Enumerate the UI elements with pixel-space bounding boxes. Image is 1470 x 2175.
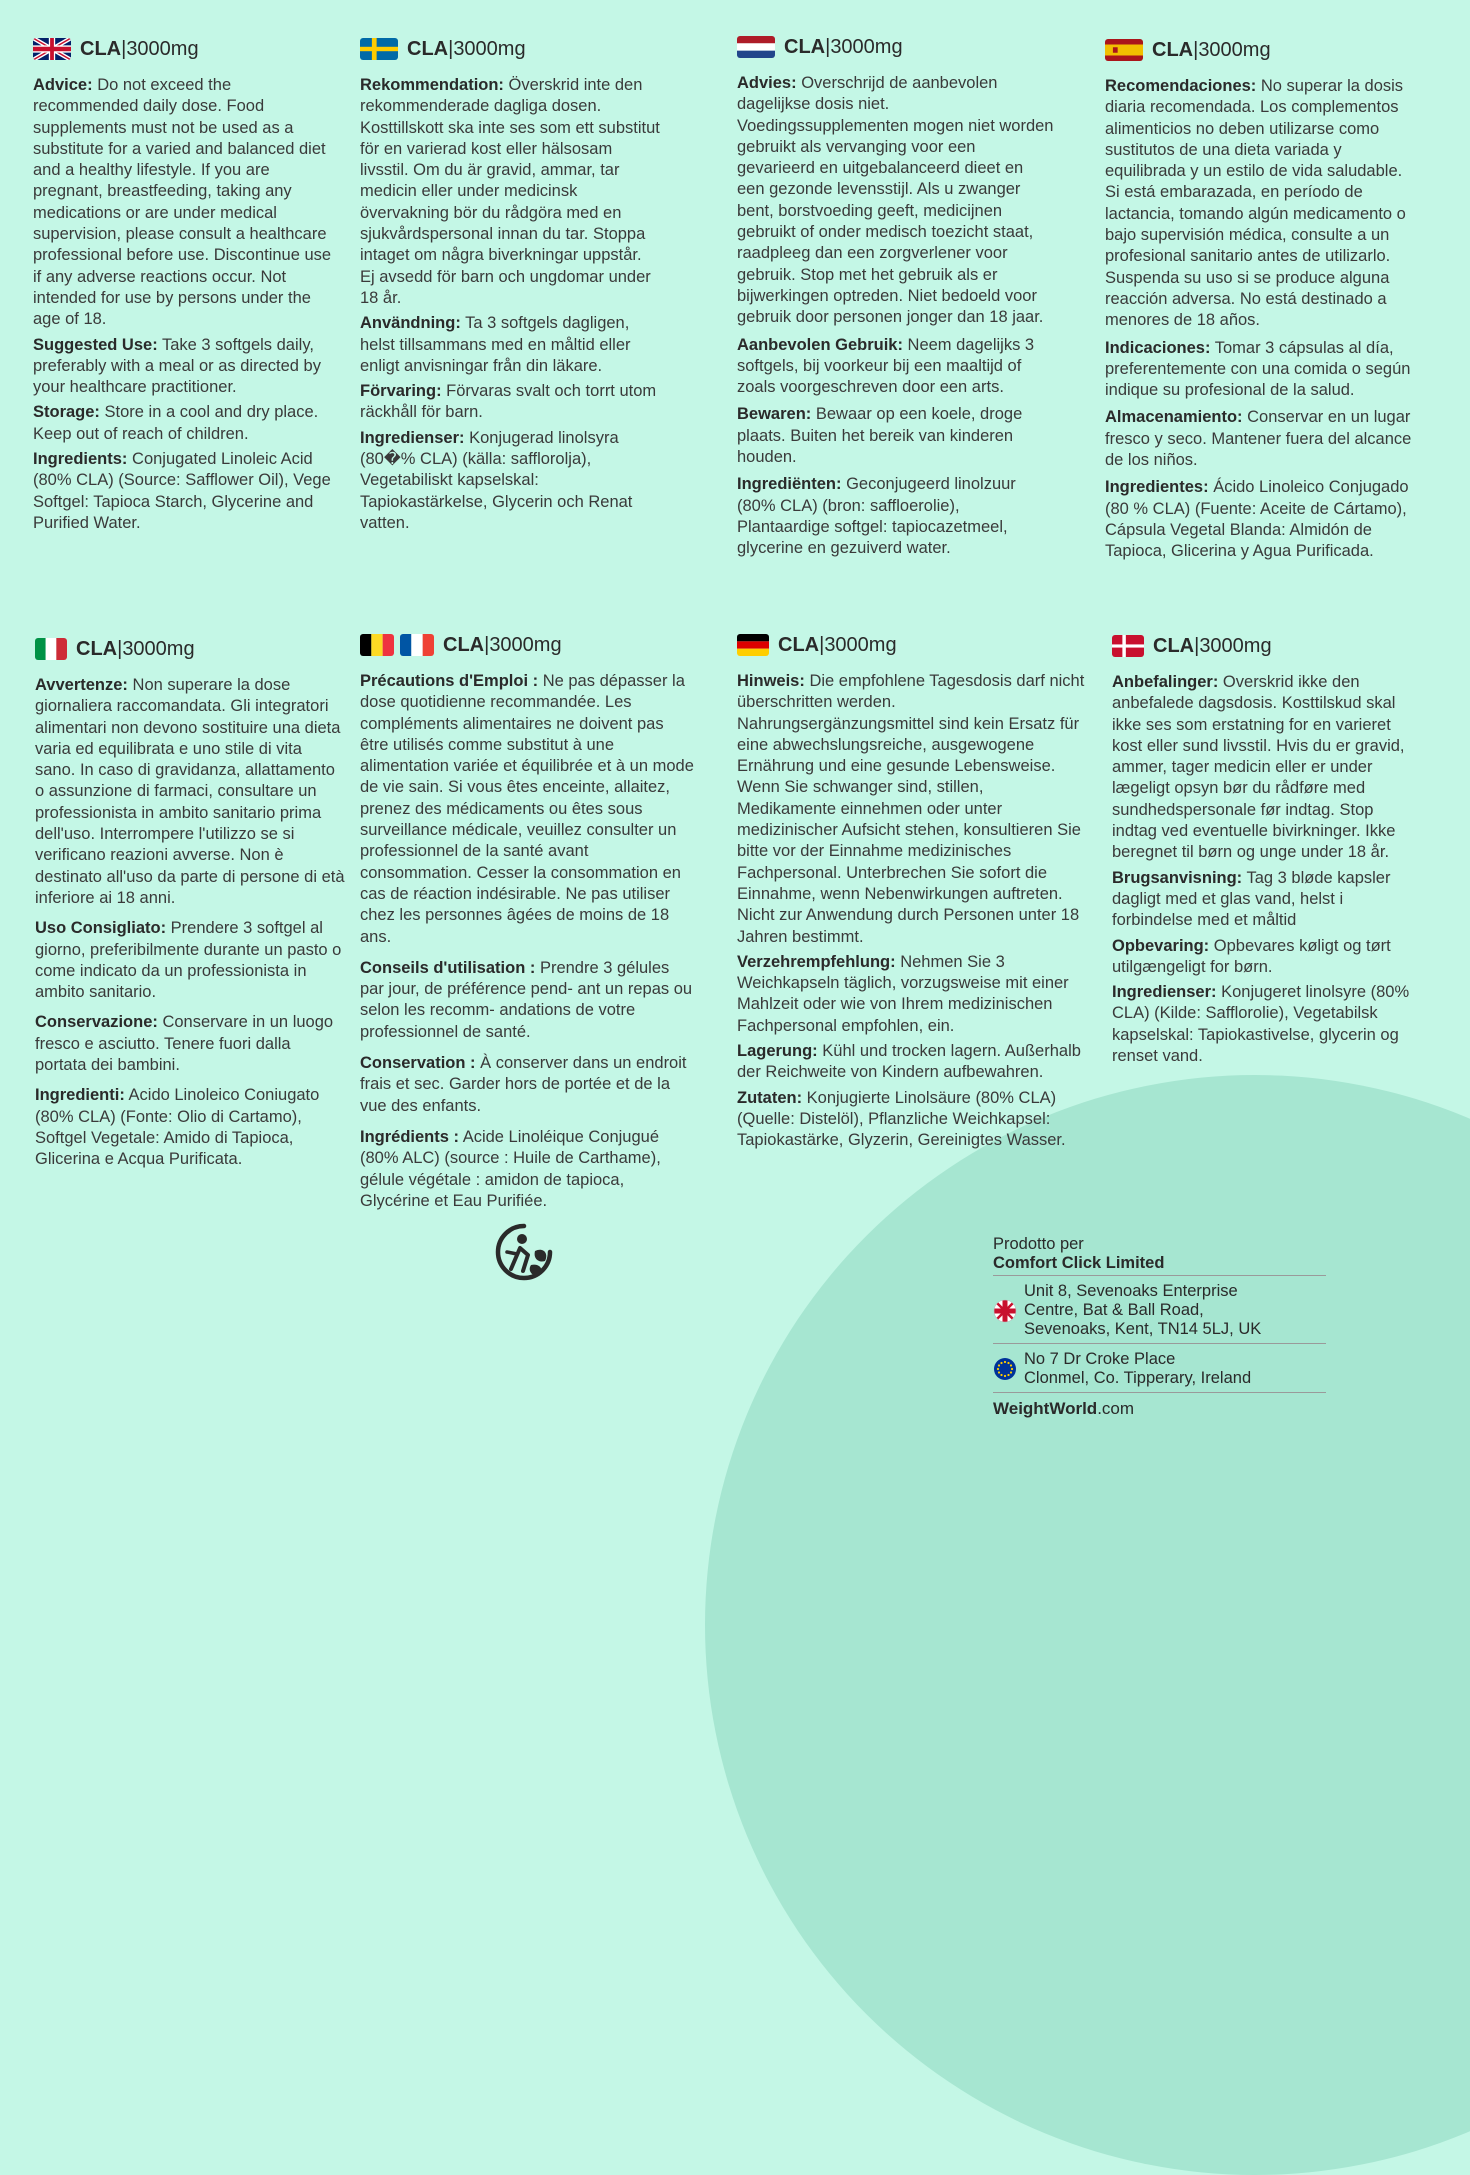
advice: Hinweis: Die empfohlene Tagesdosis darf nicht überschritten werden. Nahrungsergänzungsmittel sind kein Ersatz für eine abwechslungsreiche, ausgewogene Ernährung und eine gesunde Lebensweise. Wenn Sie schwanger sind, stillen, Medikamente einnehmen oder unter medizinischer Aufsicht stehen, konsultieren Sie bitte vor der Einnahme medizinisches Fachpersonal. Unterbrechen Sie sofort die Einnahme, wenn Nebenwirkungen auftreten. Nicht zur Anwendung durch Personen unter 18 Jahren bestimmt. bbox=[737, 672, 1085, 946]
ingredients: Ingrédients : Acide Linoléique Conjugué (80% ALC) (source : Huile de Carthame), gélule végétale : amidon de tapioca, Glycérine et Eau Purifiée. bbox=[360, 1127, 661, 1210]
product-dose: 3000mg bbox=[126, 38, 199, 60]
product-dose: 3000mg bbox=[824, 634, 897, 656]
product-name: CLA bbox=[1153, 635, 1195, 657]
product-dose: 3000mg bbox=[122, 638, 195, 660]
separator: | bbox=[825, 36, 831, 58]
belgium-flag-icon bbox=[360, 634, 394, 656]
panel-header bbox=[33, 37, 333, 61]
ingredients: Zutaten: Konjugierte Linolsäure (80% CLA) (Quelle: Distelöl), Pflanzliche Weichkapsel: Tapiokastärke, Glyzerin, Gereinigtes Wasser. bbox=[737, 1088, 1066, 1150]
ingredients: Ingredientes: Ácido Linoleico Conjugado (80 % CLA) (Fuente: Aceite de Cártamo), Cápsula Vegetal Blanda: Almidón de Tapioca, Glicerina y Agua Purificada. bbox=[1105, 478, 1409, 561]
panel-spanish bbox=[1105, 38, 1415, 569]
netherlands-flag-icon bbox=[737, 36, 775, 58]
storage: Almacenamiento: Conservar en un lugar fresco y seco. Mantener fuera del alcance de los niños. bbox=[1105, 408, 1412, 470]
advice: Anbefalinger: Overskrid ikke den anbefalede dagsdosis. Kosttilskud skal ikke ses som erstatning for en varieret kost eller sund livsstil. Hvis du er gravid, ammer, tager medicin eller er under lægeligt opsyn bør du rådføre med sundhedspersonale før indtag. Stop indtag ved eventuelle bivirkninger. Ikke beregnet til børn og unge under 18 år. bbox=[1112, 673, 1405, 862]
suggested-use: Verzehrempfehlung: Nehmen Sie 3 Weichkapseln täglich, vorzugsweise mit einer Mahlzeit oder wie von Ihrem medizinischen Fachpersonal empfohlen, ein. bbox=[737, 952, 1069, 1035]
product-name: CLA bbox=[778, 634, 820, 656]
panel-header bbox=[737, 633, 1087, 657]
advice: Avvertenze: Non superare la dose giornaliera raccomandata. Gli integratori alimentari non devono sostituire una dieta varia ed equilibrata e uno stile di vita sano. In caso di gravidanza, allattamento o assunzione di farmaci, consultare un professionista in ambito sanitario prima dell'uso. Interrompere l'utilizzo se si verificano reazioni avverse. Non è destinato all'uso da parte di persone di età inferiore ai 18 anni. bbox=[35, 676, 345, 907]
separator: | bbox=[1194, 635, 1200, 657]
produced-for-label: Prodotto per bbox=[993, 1235, 1084, 1253]
denmark-flag-icon bbox=[1112, 635, 1144, 657]
advice: Advies: Overschrijd de aanbevolen dagelijkse dosis niet. Voedingssupplementen mogen niet worden gebruikt als vervanging voor een gevarieerd en uitgebalanceerd dieet en een gezonde levensstijl. Als u zwanger bent, borstvoeding geeft, medicijnen gebruikt of onder medisch toezicht staat, raadpleeg dan een zorgverlener voor gebruik. Stop met het gebruik als er bijwerkingen optreden. Niet bedoeld voor gebruik door personen jonger dan 18 jaar. bbox=[737, 74, 1054, 327]
panel-dutch bbox=[737, 35, 1055, 566]
product-name: CLA bbox=[443, 634, 485, 656]
sweden-flag-icon bbox=[360, 38, 398, 60]
website: WeightWorld.com bbox=[993, 1399, 1135, 1418]
product-name: CLA bbox=[784, 36, 826, 58]
product-dose: 3000mg bbox=[453, 38, 526, 60]
panel-french bbox=[360, 633, 695, 1222]
storage: Bewaren: Bewaar op een koele, droge plaats. Buiten het bereik van kinderen houden. bbox=[737, 405, 1023, 467]
eu-address bbox=[993, 1344, 1326, 1393]
product-name: CLA bbox=[1152, 39, 1194, 61]
panel-header bbox=[737, 35, 1055, 59]
separator: | bbox=[117, 638, 123, 660]
panel-english bbox=[33, 37, 333, 538]
product-name: CLA bbox=[407, 38, 449, 60]
suggested-use: Användning: Ta 3 softgels dagligen, helst tillsammans med en måltid eller enligt anvisningar från din läkare. bbox=[360, 314, 631, 375]
ingredients: Ingredients: Conjugated Linoleic Acid (80% CLA) (Source: Safflower Oil), Vege Softgel: Tapioca Starch, Glycerine and Purified Water. bbox=[33, 450, 331, 532]
italy-flag-icon bbox=[35, 638, 67, 660]
product-dose: 3000mg bbox=[489, 634, 562, 656]
ingredients: Ingredienti: Acido Linoleico Coniugato (80% CLA) (Fonte: Olio di Cartamo), Softgel Vegetale: Amido di Tapioca, Glicerina e Acqua Purificata. bbox=[35, 1086, 320, 1169]
storage: Opbevaring: Opbevares køligt og tørt utilgængeligt for børn. bbox=[1112, 936, 1391, 976]
uk-flag-icon bbox=[993, 1299, 1017, 1323]
separator: | bbox=[121, 38, 127, 60]
panel-header bbox=[1105, 38, 1415, 62]
separator: | bbox=[819, 634, 825, 656]
separator: | bbox=[484, 634, 490, 656]
address-line: Unit 8, Sevenoaks Enterprise bbox=[1024, 1282, 1238, 1300]
product-dose: 3000mg bbox=[1199, 635, 1272, 657]
storage: Conservation : À conserver dans un endroit frais et sec. Garder hors de portée et de la vue des enfants. bbox=[360, 1054, 687, 1115]
panel-swedish bbox=[360, 37, 660, 538]
panel-header bbox=[360, 633, 695, 657]
france-flag-icon bbox=[400, 634, 434, 656]
suggested-use: Uso Consigliato: Prendere 3 softgel al giorno, preferibilmente durante un pasto o come indicato da un professionista in ambito sanitario. bbox=[35, 919, 342, 1002]
panel-italian bbox=[35, 637, 345, 1180]
uk-flag-icon bbox=[33, 38, 71, 60]
panel-header bbox=[360, 37, 660, 61]
advice: Précautions d'Emploi : Ne pas dépasser la dose quotidienne recommandée. Les compléments alimentaires ne doivent pas être utilisés comme substitut à une alimentation variée et équilibrée et à un mode de vie sain. Si vous êtes enceinte, allaitez, prenez des médicaments ou êtes sous surveillance médicale, veuillez consulter un professionnel de la santé avant consommation. Cesser la consommation en cas de réaction indésirable. Ne pas utiliser chez les personnes âgées de moins de 18 ans. bbox=[360, 672, 694, 946]
advice: Rekommendation: Överskrid inte den rekommenderade dagliga dosen. Kosttillskott ska inte ses som ett substitut för en varierad kost eller hälsosam livsstil. Om du är gravid, ammar, tar medicin eller under medicinsk övervakning bör du rådgöra med en sjukvårdspersonal innan du tar. Stoppa intaget om några biverkningar uppstår. Ej avsedd för barn och ungdomar under 18 år. bbox=[360, 76, 660, 307]
suggested-use: Suggested Use: Take 3 softgels daily, preferably with a meal or as directed by your healthcare practitioner. bbox=[33, 335, 321, 397]
address-line: No 7 Dr Croke Place bbox=[1024, 1350, 1176, 1368]
storage: Lagerung: Kühl und trocken lagern. Außerhalb der Reichweite von Kindern aufbewahren. bbox=[737, 1042, 1081, 1082]
panel-german bbox=[737, 633, 1087, 1156]
product-name: CLA bbox=[76, 638, 118, 660]
separator: | bbox=[1193, 39, 1199, 61]
advice: Recomendaciones: No superar la dosis diaria recomendada. Los complementos alimenticios no deben utilizarse como sustitutos de una dieta variada y equilibrada y un estilo de vida saludable. Si está embarazada, en período de lactancia, tomando algún medicamento o bajo supervisión médica, consulte a un profesional sanitario antes de utilizarlo. Suspenda su uso si se produce alguna reacción adversa. No está destinado a menores de 18 años. bbox=[1105, 77, 1406, 330]
separator: | bbox=[448, 38, 454, 60]
panel-danish bbox=[1112, 634, 1412, 1071]
company-name: Comfort Click Limited bbox=[993, 1254, 1326, 1276]
germany-flag-icon bbox=[737, 634, 769, 656]
uk-address bbox=[993, 1276, 1326, 1344]
address-line: Centre, Bat & Ball Road, bbox=[1024, 1301, 1204, 1319]
ingredients: Ingredienser: Konjugerad linolsyra (80�% CLA) (källa: safflorolja), Vegetabiliskt kapselskal: Tapiokastärkelse, Glycerin och Renat vatten. bbox=[360, 428, 633, 532]
panel-header bbox=[1112, 634, 1412, 658]
product-dose: 3000mg bbox=[1198, 39, 1271, 61]
product-dose: 3000mg bbox=[830, 36, 903, 58]
vegan-society-icon bbox=[493, 1221, 555, 1283]
spain-flag-icon bbox=[1105, 39, 1143, 61]
storage: Conservazione: Conservare in un luogo fresco e asciutto. Tenere fuori dalla portata dei bambini. bbox=[35, 1013, 334, 1075]
product-name: CLA bbox=[80, 38, 122, 60]
address-line: Sevenoaks, Kent, TN14 5LJ, UK bbox=[1024, 1320, 1262, 1338]
ingredients: Ingrediënten: Geconjugeerd linolzuur (80% CLA) (bron: saffloerolie), Plantaardige softgel: tapiocazetmeel, glycerine en gezuiverd water. bbox=[737, 475, 1016, 558]
advice: Advice: Do not exceed the recommended daily dose. Food supplements must not be used as a substitute for a varied and balanced diet and a healthy lifestyle. If you are pregnant, breastfeeding, taking any medications or are under medical supervision, please consult a healthcare professional before use. Discontinue use if any adverse reactions occur. Not intended for use by persons under the age of 18. bbox=[33, 76, 332, 329]
address-line: Clonmel, Co. Tipperary, Ireland bbox=[1024, 1369, 1252, 1387]
suggested-use: Indicaciones: Tomar 3 cápsulas al día, preferentemente con una comida o según indique su profesional de la salud. bbox=[1105, 338, 1411, 400]
manufacturer-info bbox=[993, 1235, 1326, 1418]
suggested-use: Aanbevolen Gebruik: Neem dagelijks 3 softgels, bij voorkeur bij een maaltijd of zoals voorgeschreven door een arts. bbox=[737, 335, 1035, 397]
storage: Förvaring: Förvaras svalt och torrt utom räckhåll för barn. bbox=[360, 382, 657, 422]
suggested-use: Conseils d'utilisation : Prendre 3 gélules par jour, de préférence pend- ant un repas ou selon les recomm- andations de votre professionnel de santé. bbox=[360, 958, 693, 1041]
storage: Storage: Store in a cool and dry place. Keep out of reach of children. bbox=[33, 403, 319, 443]
suggested-use: Brugsanvisning: Tag 3 bløde kapsler dagligt med et glas vand, helst i forbindelse med et måltid bbox=[1112, 868, 1391, 930]
panel-header bbox=[35, 637, 345, 661]
ingredients: Ingredienser: Konjugeret linolsyre (80% CLA) (Kilde: Safflorolie), Vegetabilsk kapselskal: Tapiokastivelse, glycerin og renset vand. bbox=[1112, 983, 1410, 1066]
eu-flag-icon bbox=[993, 1357, 1017, 1381]
